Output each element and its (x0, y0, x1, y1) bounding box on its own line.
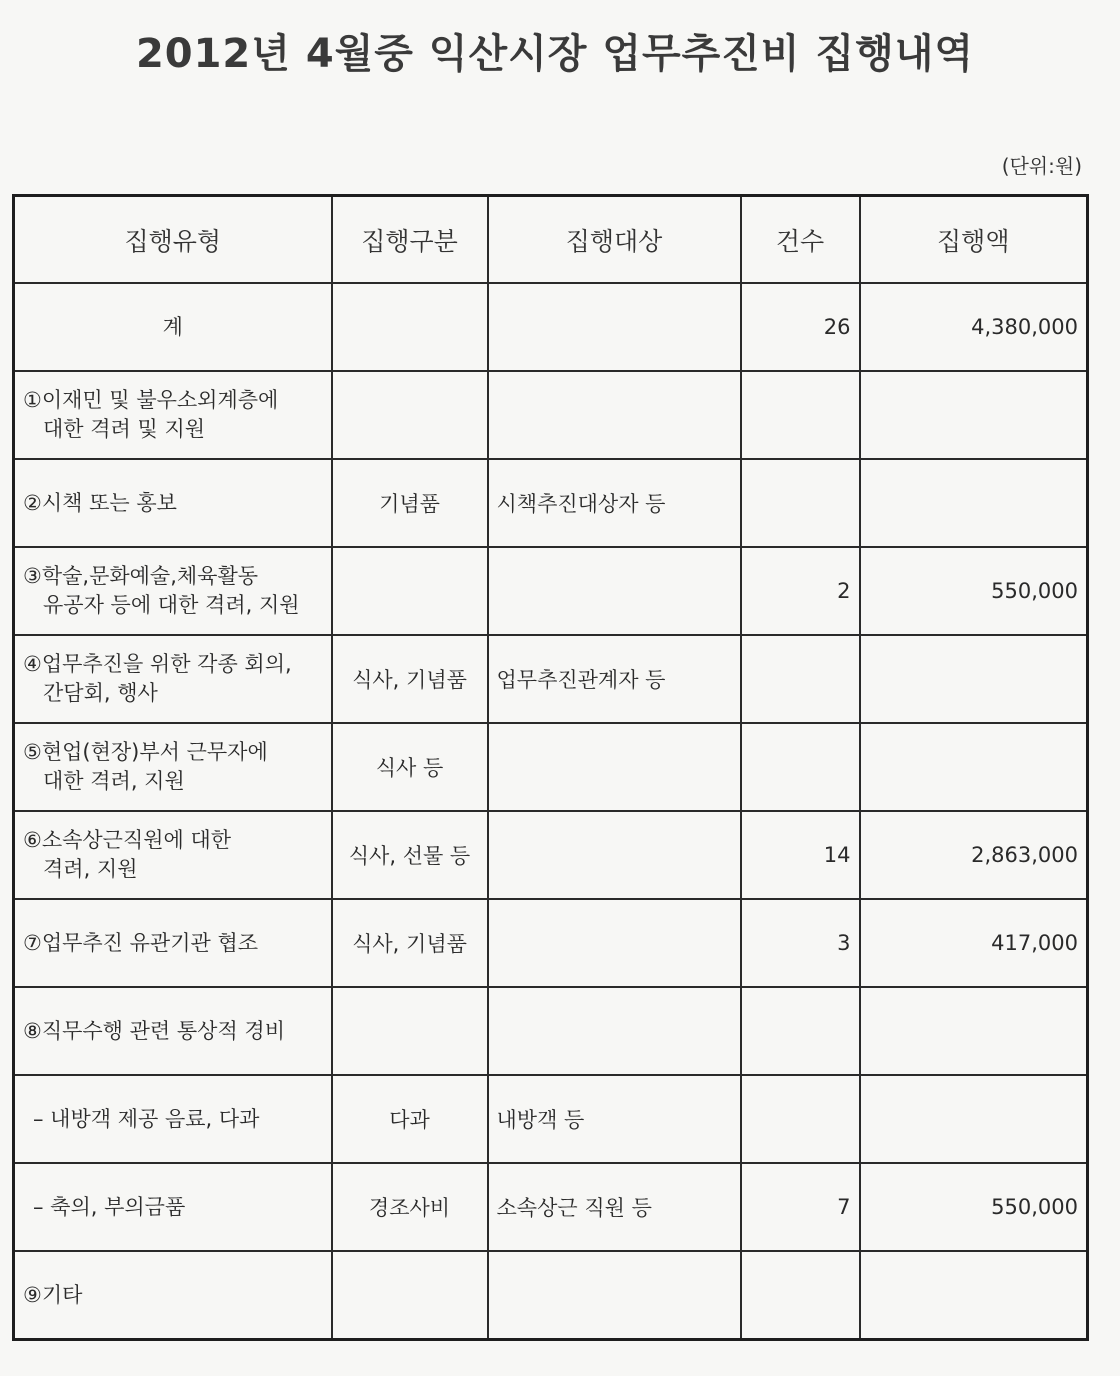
count-cell: 3 (741, 899, 860, 987)
amount-cell (860, 1075, 1088, 1163)
amount-cell: 2,863,000 (860, 811, 1088, 899)
count-cell (741, 1075, 860, 1163)
expense-table (12, 194, 1089, 1341)
type-line-1: – 내방객 제공 음료, 다과 (33, 1106, 260, 1131)
category-cell: 식사, 기념품 (332, 635, 488, 723)
type-line-1: ④업무추진을 위한 각종 회의, (23, 652, 292, 676)
type-cell (14, 283, 332, 371)
type-line-1: ⑦업무추진 유관기관 협조 (23, 930, 259, 955)
amount-cell (860, 723, 1088, 811)
target-cell (488, 283, 741, 371)
type-cell (14, 811, 332, 899)
count-cell: 2 (741, 547, 860, 635)
type-cell (14, 635, 332, 723)
category-cell (332, 547, 488, 635)
count-cell: 14 (741, 811, 860, 899)
table-row (14, 1251, 1088, 1340)
amount-cell: 550,000 (860, 1163, 1088, 1251)
type-line-2: 대한 격려 및 지원 (43, 417, 206, 441)
count-cell (741, 987, 860, 1075)
table-row-total (14, 283, 1088, 371)
header-type: 집행유형 (14, 196, 332, 284)
table-row (14, 1075, 1088, 1163)
count-cell (741, 635, 860, 723)
count-cell (741, 1251, 860, 1340)
amount-cell (860, 459, 1088, 547)
type-line-1: 계 (162, 314, 183, 339)
type-line-1: ⑤현업(현장)부서 근무자에 (23, 740, 268, 764)
type-line-1: – 축의, 부의금품 (33, 1194, 186, 1219)
category-cell: 경조사비 (332, 1163, 488, 1251)
table-row (14, 371, 1088, 459)
document-title: 2012년 4월중 익산시장 업무추진비 집행내역 (135, 31, 975, 77)
target-cell: 업무추진관계자 등 (488, 635, 741, 723)
type-line-1: ⑧직무수행 관련 통상적 경비 (23, 1018, 285, 1043)
type-cell (14, 371, 332, 459)
table-row (14, 811, 1088, 899)
target-cell (488, 811, 741, 899)
target-cell (488, 899, 741, 987)
type-cell (14, 459, 332, 547)
amount-cell (860, 371, 1088, 459)
type-line-1: ⑥소속상근직원에 대한 (23, 828, 232, 852)
category-cell (332, 987, 488, 1075)
header-target: 집행대상 (488, 196, 741, 284)
count-cell (741, 459, 860, 547)
type-cell (14, 723, 332, 811)
amount-cell (860, 1251, 1088, 1340)
category-cell: 식사 등 (332, 723, 488, 811)
category-cell: 식사, 기념품 (332, 899, 488, 987)
type-cell (14, 1251, 332, 1340)
target-cell: 내방객 등 (488, 1075, 741, 1163)
table-row (14, 899, 1088, 987)
type-cell (14, 987, 332, 1075)
target-cell (488, 371, 741, 459)
table-row (14, 1163, 1088, 1251)
category-cell: 식사, 선물 등 (332, 811, 488, 899)
type-line-1: ①이재민 및 불우소외계층에 (23, 388, 279, 412)
type-line-2: 격려, 지원 (43, 857, 138, 881)
target-cell (488, 723, 741, 811)
type-line-2: 대한 격려, 지원 (43, 769, 185, 793)
type-cell (14, 1075, 332, 1163)
type-line-2: 간담회, 행사 (43, 681, 158, 705)
amount-cell (860, 635, 1088, 723)
type-cell (14, 547, 332, 635)
category-cell: 다과 (332, 1075, 488, 1163)
amount-cell: 550,000 (860, 547, 1088, 635)
type-cell (14, 1163, 332, 1251)
category-cell: 기념품 (332, 459, 488, 547)
table-row (14, 635, 1088, 723)
category-cell (332, 283, 488, 371)
count-cell (741, 723, 860, 811)
count-cell: 7 (741, 1163, 860, 1251)
header-amount: 집행액 (860, 196, 1088, 284)
amount-cell (860, 987, 1088, 1075)
amount-cell: 417,000 (860, 899, 1088, 987)
table-row (14, 723, 1088, 811)
table-row (14, 987, 1088, 1075)
category-cell (332, 1251, 488, 1340)
table-row (14, 547, 1088, 635)
type-line-1: ③학술,문화예술,체육활동 (23, 564, 259, 588)
type-line-1: ⑨기타 (23, 1282, 83, 1307)
amount-cell: 4,380,000 (860, 283, 1088, 371)
count-cell (741, 371, 860, 459)
category-cell (332, 371, 488, 459)
target-cell: 소속상근 직원 등 (488, 1163, 741, 1251)
header-count: 건수 (741, 196, 860, 284)
table-header-row (14, 196, 1088, 284)
header-category: 집행구분 (332, 196, 488, 284)
count-cell: 26 (741, 283, 860, 371)
type-line-1: ②시책 또는 홍보 (23, 490, 177, 515)
table-row (14, 459, 1088, 547)
type-line-2: 유공자 등에 대한 격려, 지원 (43, 593, 300, 617)
target-cell (488, 987, 741, 1075)
unit-label: (단위:원) (1001, 154, 1082, 178)
type-cell (14, 899, 332, 987)
target-cell (488, 1251, 741, 1340)
target-cell (488, 547, 741, 635)
target-cell: 시책추진대상자 등 (488, 459, 741, 547)
